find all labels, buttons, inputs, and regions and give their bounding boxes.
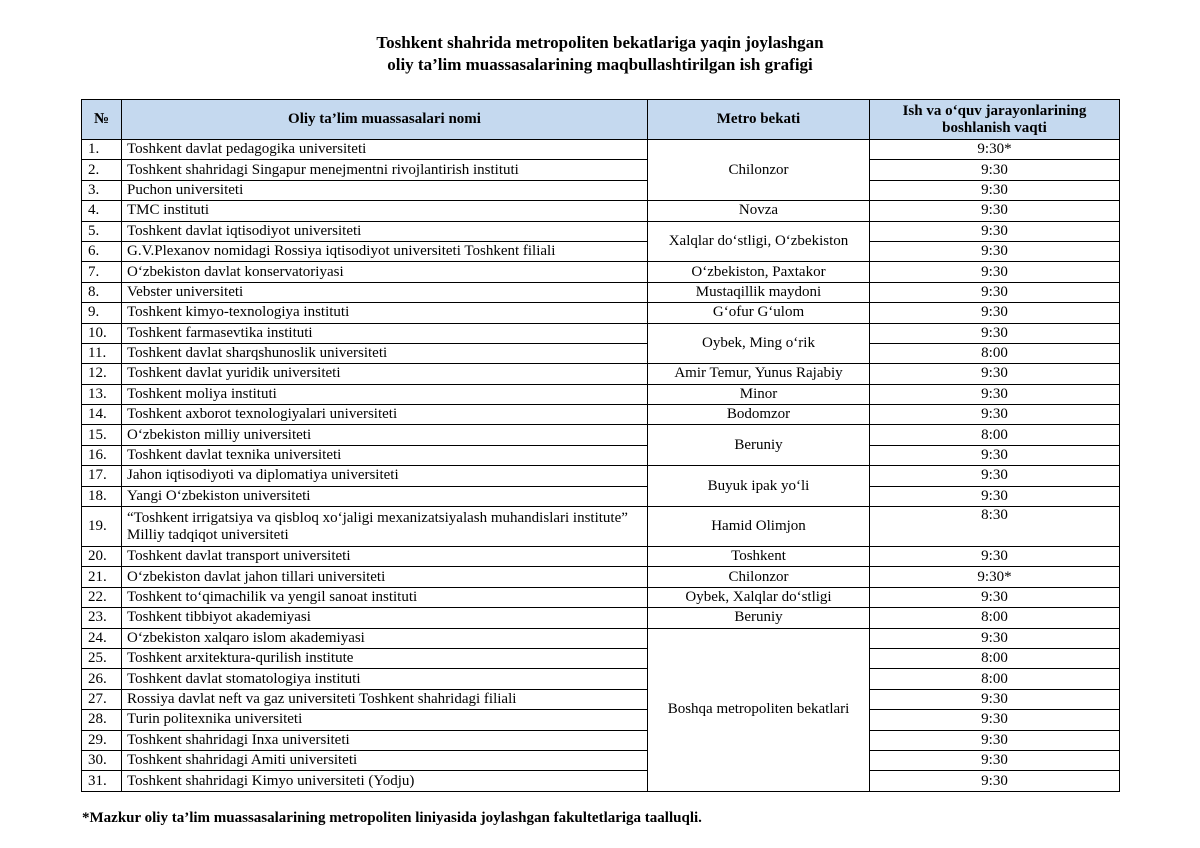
row-number: 26. [82, 669, 122, 689]
table-row [82, 160, 1120, 180]
row-number: 13. [82, 384, 122, 404]
row-number: 29. [82, 730, 122, 750]
row-number: 31. [82, 771, 122, 791]
institution-name: Toshkent davlat stomatologiya instituti [122, 669, 648, 689]
row-number: 10. [82, 323, 122, 343]
row-number: 17. [82, 466, 122, 486]
start-time: 9:30 [870, 241, 1120, 261]
metro-station: Beruniy [648, 425, 870, 466]
start-time: 9:30 [870, 384, 1120, 404]
institution-name: Rossiya davlat neft va gaz universiteti Toshkent shahridagi filiali [122, 689, 648, 709]
header-time [870, 100, 1120, 140]
row-number: 6. [82, 241, 122, 261]
metro-station: Minor [648, 384, 870, 404]
header-row [82, 100, 1120, 140]
institution-name: Toshkent axborot texnologiyalari universiteti [122, 405, 648, 425]
institution-name: Toshkent shahridagi Amiti universiteti [122, 750, 648, 770]
table-row [82, 547, 1120, 567]
start-time: 9:30 [870, 364, 1120, 384]
table-row [82, 282, 1120, 302]
metro-station: Xalqlar do‘stligi, O‘zbekiston [648, 221, 870, 262]
institution-name: Toshkent to‘qimachilik va yengil sanoat instituti [122, 587, 648, 607]
table-row [82, 567, 1120, 587]
institution-name: Toshkent arxitektura-qurilish institute [122, 648, 648, 668]
start-time: 9:30 [870, 750, 1120, 770]
footnote: *Mazkur oliy ta’lim muassasalarining metropoliten liniyasida joylashgan fakultetlariga taalluqli. [82, 810, 702, 826]
start-time: 8:30 [870, 507, 1120, 547]
row-number: 28. [82, 710, 122, 730]
table-row [82, 507, 1120, 547]
institution-name: O‘zbekiston milliy universiteti [122, 425, 648, 445]
schedule-table [81, 99, 1120, 792]
table-row [82, 689, 1120, 709]
table-row [82, 343, 1120, 363]
title-line-1: Toshkent shahrida metropoliten bekatlariga yaqin joylashgan [376, 33, 824, 52]
start-time: 9:30 [870, 628, 1120, 648]
institution-name: Toshkent davlat texnika universiteti [122, 445, 648, 465]
header-num: № [82, 100, 122, 140]
start-time: 9:30 [870, 587, 1120, 607]
institution-name: Yangi O‘zbekiston universiteti [122, 486, 648, 506]
metro-station: Hamid Olimjon [648, 507, 870, 547]
institution-name: G.V.Plexanov nomidagi Rossiya iqtisodiyot universiteti Toshkent filiali [122, 241, 648, 261]
institution-name: Toshkent davlat yuridik universiteti [122, 364, 648, 384]
table-row [82, 221, 1120, 241]
metro-station: Buyuk ipak yo‘li [648, 466, 870, 507]
institution-name: O‘zbekiston davlat jahon tillari universiteti [122, 567, 648, 587]
table-row [82, 750, 1120, 770]
institution-name: Toshkent davlat transport universiteti [122, 547, 648, 567]
header-time-line-2: boshlanish vaqti [942, 119, 1047, 136]
institution-name: Puchon universiteti [122, 180, 648, 200]
table-row [82, 466, 1120, 486]
row-number: 14. [82, 405, 122, 425]
table-row [82, 669, 1120, 689]
start-time: 9:30 [870, 180, 1120, 200]
row-number: 2. [82, 160, 122, 180]
table-row [82, 241, 1120, 261]
row-number: 16. [82, 445, 122, 465]
row-number: 9. [82, 303, 122, 323]
row-number: 8. [82, 282, 122, 302]
institution-name: Jahon iqtisodiyoti va diplomatiya universiteti [122, 466, 648, 486]
table-row [82, 323, 1120, 343]
row-number: 18. [82, 486, 122, 506]
institution-name: Toshkent shahridagi Singapur menejmentni rivojlantirish instituti [122, 160, 648, 180]
table-body [82, 140, 1120, 792]
table-row [82, 445, 1120, 465]
metro-station: Beruniy [648, 608, 870, 628]
institution-name: Toshkent kimyo-texnologiya instituti [122, 303, 648, 323]
metro-station: Chilonzor [648, 140, 870, 201]
start-time: 8:00 [870, 669, 1120, 689]
row-number: 21. [82, 567, 122, 587]
table-row [82, 303, 1120, 323]
row-number: 1. [82, 140, 122, 160]
institution-name: O‘zbekiston xalqaro islom akademiyasi [122, 628, 648, 648]
table-row [82, 710, 1120, 730]
start-time: 9:30 [870, 303, 1120, 323]
metro-station: Chilonzor [648, 567, 870, 587]
start-time: 9:30 [870, 282, 1120, 302]
row-number: 19. [82, 507, 122, 547]
row-number: 22. [82, 587, 122, 607]
row-number: 20. [82, 547, 122, 567]
row-number: 25. [82, 648, 122, 668]
row-number: 27. [82, 689, 122, 709]
metro-station: Amir Temur, Yunus Rajabiy [648, 364, 870, 384]
start-time: 9:30 [870, 689, 1120, 709]
institution-name: Toshkent shahridagi Inxa universiteti [122, 730, 648, 750]
row-number: 3. [82, 180, 122, 200]
row-number: 11. [82, 343, 122, 363]
start-time: 9:30 [870, 201, 1120, 221]
metro-station: Bodomzor [648, 405, 870, 425]
institution-name: TMC instituti [122, 201, 648, 221]
institution-name: Toshkent davlat pedagogika universiteti [122, 140, 648, 160]
metro-station: G‘ofur G‘ulom [648, 303, 870, 323]
table-row [82, 771, 1120, 791]
start-time: 9:30 [870, 486, 1120, 506]
table-row [82, 140, 1120, 160]
table-row [82, 628, 1120, 648]
row-number: 30. [82, 750, 122, 770]
start-time: 9:30 [870, 466, 1120, 486]
header-metro: Metro bekati [648, 100, 870, 140]
start-time: 9:30 [870, 710, 1120, 730]
document-title [0, 32, 1200, 76]
start-time: 9:30 [870, 405, 1120, 425]
table-row [82, 405, 1120, 425]
row-number: 7. [82, 262, 122, 282]
row-number: 23. [82, 608, 122, 628]
table-header [82, 100, 1120, 140]
table-row [82, 486, 1120, 506]
table-row [82, 364, 1120, 384]
start-time: 9:30* [870, 140, 1120, 160]
institution-name: Toshkent farmasevtika instituti [122, 323, 648, 343]
start-time: 8:00 [870, 648, 1120, 668]
metro-station: Boshqa metropoliten bekatlari [648, 628, 870, 791]
institution-name: O‘zbekiston davlat konservatoriyasi [122, 262, 648, 282]
table-row [82, 425, 1120, 445]
table-row [82, 384, 1120, 404]
start-time: 9:30 [870, 730, 1120, 750]
table-row [82, 587, 1120, 607]
header-time-line-1: Ish va o‘quv jarayonlarining [902, 102, 1087, 119]
start-time: 8:00 [870, 425, 1120, 445]
metro-station: O‘zbekiston, Paxtakor [648, 262, 870, 282]
title-line-2: oliy ta’lim muassasalarining maqbullashtirilgan ish grafigi [387, 55, 813, 74]
start-time: 8:00 [870, 343, 1120, 363]
metro-station: Novza [648, 201, 870, 221]
row-number: 24. [82, 628, 122, 648]
institution-name: “Toshkent irrigatsiya va qisbloq xo‘jaligi mexanizatsiyalash muhandislari institute” Milliy tadqiqot universiteti [122, 507, 648, 547]
header-name: Oliy ta’lim muassasalari nomi [122, 100, 648, 140]
table-row [82, 648, 1120, 668]
institution-name: Toshkent davlat sharqshunoslik universiteti [122, 343, 648, 363]
start-time: 9:30* [870, 567, 1120, 587]
start-time: 9:30 [870, 547, 1120, 567]
institution-name: Turin politexnika universiteti [122, 710, 648, 730]
row-number: 12. [82, 364, 122, 384]
start-time: 9:30 [870, 323, 1120, 343]
metro-station: Oybek, Ming o‘rik [648, 323, 870, 364]
start-time: 9:30 [870, 221, 1120, 241]
start-time: 9:30 [870, 160, 1120, 180]
start-time: 9:30 [870, 445, 1120, 465]
metro-station: Oybek, Xalqlar do‘stligi [648, 587, 870, 607]
start-time: 9:30 [870, 771, 1120, 791]
table-row [82, 201, 1120, 221]
institution-name: Toshkent shahridagi Kimyo universiteti (Yodju) [122, 771, 648, 791]
institution-name: Toshkent tibbiyot akademiyasi [122, 608, 648, 628]
row-number: 15. [82, 425, 122, 445]
metro-station: Mustaqillik maydoni [648, 282, 870, 302]
table-row [82, 180, 1120, 200]
row-number: 5. [82, 221, 122, 241]
start-time: 8:00 [870, 608, 1120, 628]
metro-station: Toshkent [648, 547, 870, 567]
start-time: 9:30 [870, 262, 1120, 282]
institution-name: Toshkent davlat iqtisodiyot universiteti [122, 221, 648, 241]
table-row [82, 608, 1120, 628]
row-number: 4. [82, 201, 122, 221]
table-row [82, 730, 1120, 750]
table-row [82, 262, 1120, 282]
institution-name: Toshkent moliya instituti [122, 384, 648, 404]
institution-name: Vebster universiteti [122, 282, 648, 302]
